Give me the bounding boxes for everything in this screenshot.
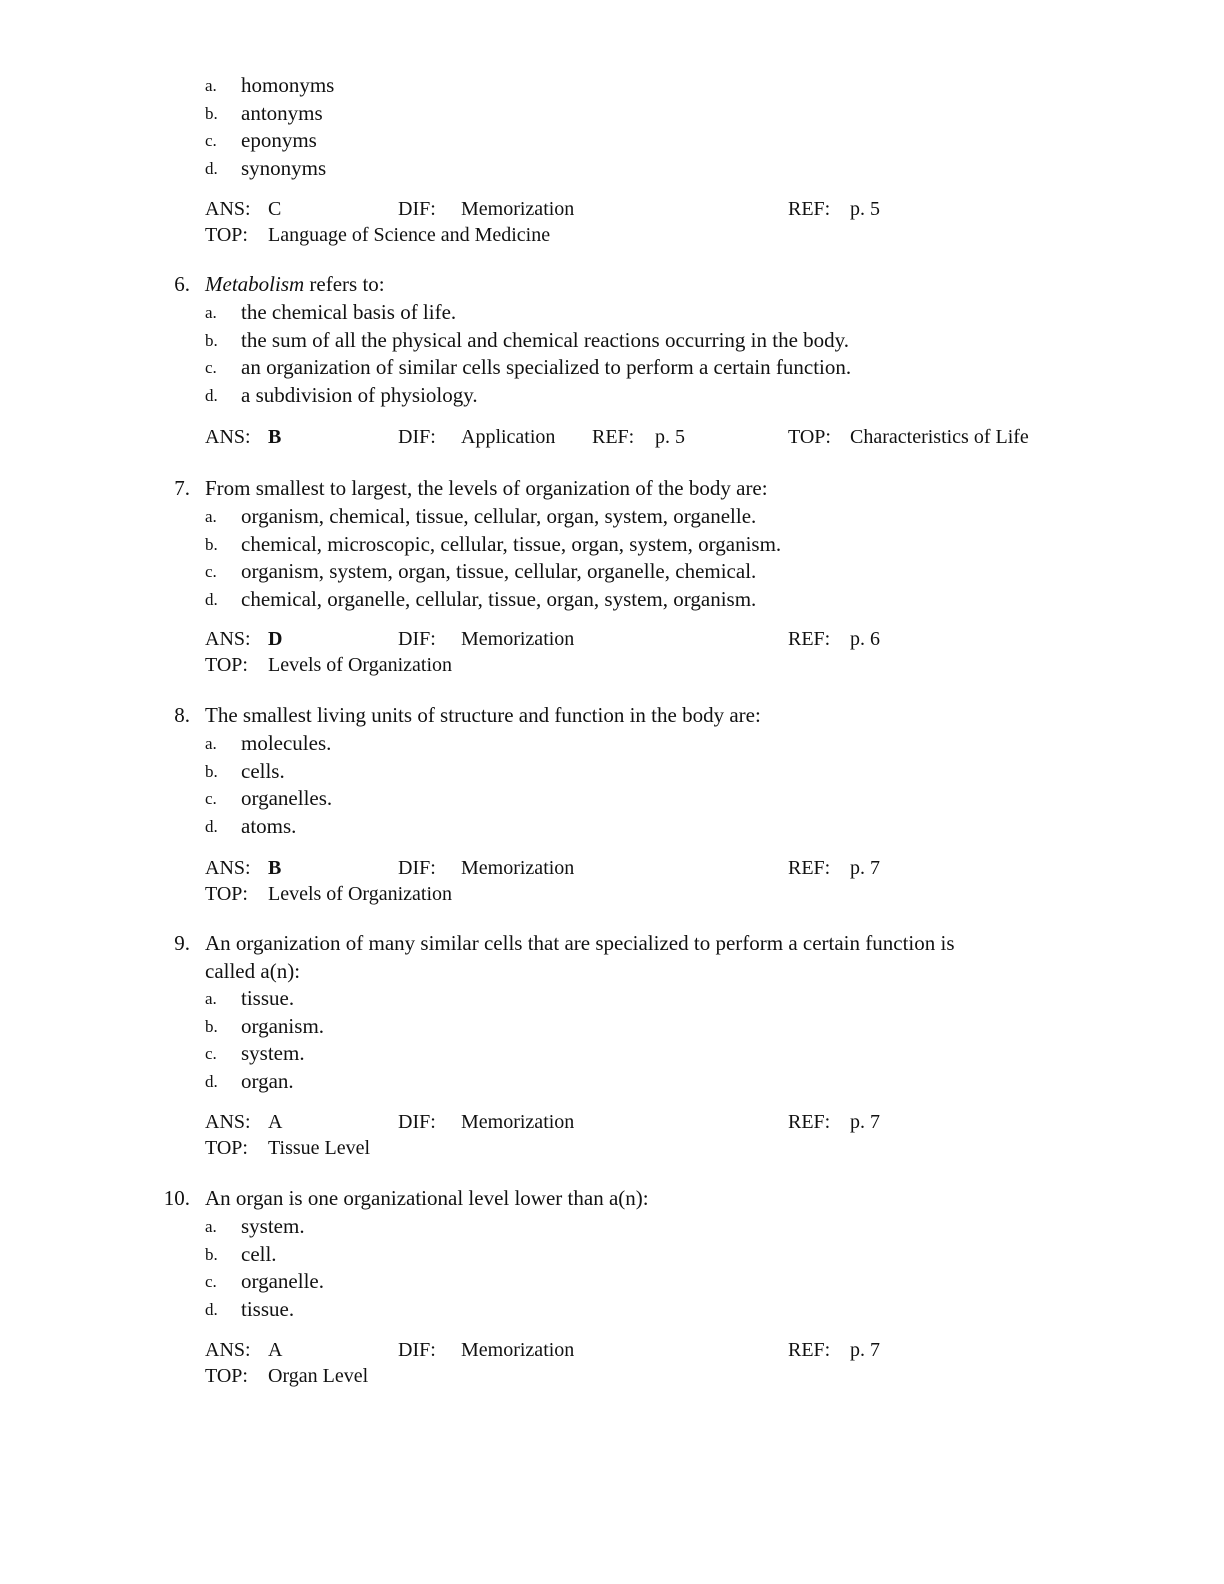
q8-answer-meta (0, 855, 1224, 907)
q8-option-c (0, 785, 1224, 813)
dif-label: DIF: (398, 628, 436, 650)
q6-options (0, 299, 1224, 409)
ref-value: p. 5 (655, 426, 685, 448)
ans-label: ANS: (205, 198, 251, 220)
option-text: organ. (241, 1068, 294, 1093)
q6-option-a (0, 299, 1224, 327)
ref-label: REF: (592, 426, 635, 448)
ans-value: D (268, 628, 283, 650)
q9-option-a (0, 985, 1224, 1013)
dif-label: DIF: (398, 426, 436, 448)
q7-option-b (0, 531, 1224, 559)
q7-option-c (0, 558, 1224, 586)
ref-label: REF: (788, 857, 831, 879)
dif-value: Memorization (461, 1111, 575, 1133)
option-letter: c. (205, 1044, 217, 1063)
ans-label: ANS: (205, 1339, 251, 1361)
top-label: TOP: (205, 1365, 248, 1387)
q9-option-c (0, 1040, 1224, 1068)
top-label: TOP: (205, 224, 248, 246)
q5-option-a (0, 72, 1224, 100)
q7-answer-meta (0, 626, 1224, 678)
ans-value: B (268, 426, 282, 448)
ref-label: REF: (788, 628, 831, 650)
option-letter: a. (205, 734, 217, 753)
ref-value: p. 6 (850, 628, 880, 650)
option-text: eponyms (241, 128, 317, 152)
q10-option-a (0, 1213, 1224, 1241)
option-letter: b. (205, 330, 218, 350)
option-text: synonyms (241, 155, 327, 180)
top-value: Levels of Organization (268, 654, 453, 676)
q10-option-c (0, 1268, 1224, 1296)
stem-italic-term: Metabolism (205, 272, 305, 296)
top-value: Tissue Level (268, 1137, 371, 1159)
question-stem: From smallest to largest, the levels of organization of the body are: (205, 476, 768, 500)
ref-value: p. 5 (850, 198, 880, 220)
top-value: Organ Level (268, 1365, 369, 1387)
option-letter: d. (205, 589, 218, 609)
dif-label: DIF: (398, 198, 436, 220)
ref-label: REF: (788, 1111, 831, 1133)
question-number: 7. (174, 476, 190, 500)
top-label: TOP: (205, 1137, 248, 1159)
option-letter: c. (205, 1272, 217, 1291)
option-text: organism. (241, 1013, 325, 1038)
ref-value: p. 7 (850, 1111, 880, 1133)
q9-option-d (0, 1068, 1224, 1096)
q7-option-d (0, 586, 1224, 614)
stem-text: refers to: (304, 272, 385, 296)
q10-option-b (0, 1241, 1224, 1269)
option-letter: c. (205, 562, 217, 581)
top-label: TOP: (205, 654, 248, 676)
dif-label: DIF: (398, 1111, 436, 1133)
q7-options (0, 503, 1224, 613)
dif-value: Memorization (461, 857, 575, 879)
ans-value: A (268, 1339, 283, 1361)
top-value: Characteristics of Life (850, 426, 1029, 448)
ans-label: ANS: (205, 628, 251, 650)
option-text: organelles. (241, 786, 333, 810)
top-value: Levels of Organization (268, 883, 453, 905)
option-letter: d. (205, 1299, 218, 1319)
option-text: tissue. (241, 986, 295, 1010)
option-letter: a. (205, 989, 217, 1008)
option-text: molecules. (241, 731, 332, 755)
option-text: the sum of all the physical and chemical reactions occurring in the body. (241, 327, 850, 352)
option-text: organism, chemical, tissue, cellular, organ, system, organelle. (241, 504, 757, 528)
ans-label: ANS: (205, 857, 251, 879)
q10-options (0, 1213, 1224, 1323)
option-letter: a. (205, 1217, 217, 1236)
option-text: system. (241, 1041, 305, 1065)
top-label: TOP: (205, 883, 248, 905)
option-letter: a. (205, 303, 217, 322)
option-text: homonyms (241, 73, 335, 97)
question-number: 10. (163, 1186, 190, 1210)
option-text: system. (241, 1214, 305, 1238)
option-letter: d. (205, 1071, 218, 1091)
question-stem (205, 271, 1065, 299)
option-letter: c. (205, 789, 217, 808)
option-letter: d. (205, 158, 218, 178)
ans-label: ANS: (205, 426, 251, 448)
ref-value: p. 7 (850, 1339, 880, 1361)
option-letter: b. (205, 1016, 218, 1036)
option-text: organism, system, organ, tissue, cellular, organelle, chemical. (241, 559, 757, 583)
question-stem: An organ is one organizational level lower than a(n): (205, 1186, 649, 1210)
ref-value: p. 7 (850, 857, 880, 879)
dif-value: Memorization (461, 198, 575, 220)
option-text: chemical, microscopic, cellular, tissue, organ, system, organism. (241, 531, 782, 556)
top-label: TOP: (788, 426, 831, 448)
q5-option-c (0, 127, 1224, 155)
option-letter: a. (205, 507, 217, 526)
option-letter: c. (205, 358, 217, 377)
stem-line: An organization of many similar cells that are specialized to perform a certain function is (205, 931, 955, 955)
option-text: cells. (241, 758, 285, 783)
dif-value: Memorization (461, 1339, 575, 1361)
option-text: atoms. (241, 813, 297, 838)
q8-option-a (0, 730, 1224, 758)
q6-option-c (0, 354, 1224, 382)
question-number: 6. (174, 272, 190, 296)
q6-option-b (0, 327, 1224, 355)
top-value: Language of Science and Medicine (268, 224, 551, 246)
q5-option-d (0, 155, 1224, 183)
q9-answer-meta (0, 1109, 1224, 1161)
dif-label: DIF: (398, 857, 436, 879)
option-letter: d. (205, 385, 218, 405)
option-text: organelle. (241, 1269, 324, 1293)
question-stem: The smallest living units of structure and function in the body are: (205, 703, 761, 727)
q8-option-b (0, 758, 1224, 786)
option-letter: d. (205, 816, 218, 836)
q10-option-d (0, 1296, 1224, 1324)
question-number: 9. (174, 931, 190, 955)
option-letter: b. (205, 761, 218, 781)
q6-answer-meta (0, 424, 1224, 450)
ref-label: REF: (788, 1339, 831, 1361)
option-letter: b. (205, 103, 218, 123)
option-text: tissue. (241, 1296, 295, 1321)
q6-option-d (0, 382, 1224, 410)
option-text: an organization of similar cells specialized to perform a certain function. (241, 355, 852, 379)
option-text: chemical, organelle, cellular, tissue, organ, system, organism. (241, 586, 757, 611)
q5-options (0, 72, 1224, 182)
option-letter: b. (205, 1244, 218, 1264)
option-letter: b. (205, 534, 218, 554)
q7-option-a (0, 503, 1224, 531)
dif-value: Memorization (461, 628, 575, 650)
question-stem (205, 930, 1065, 985)
q8-options (0, 730, 1224, 840)
ans-value: A (268, 1111, 283, 1133)
q8-option-d (0, 813, 1224, 841)
stem-line: called a(n): (205, 958, 301, 983)
option-text: a subdivision of physiology. (241, 382, 478, 407)
ref-label: REF: (788, 198, 831, 220)
q5-answer-meta (0, 196, 1224, 248)
q9-options (0, 985, 1224, 1095)
option-letter: a. (205, 76, 217, 95)
ans-value: C (268, 198, 282, 220)
q10-answer-meta (0, 1337, 1224, 1389)
option-text: antonyms (241, 100, 323, 125)
ans-label: ANS: (205, 1111, 251, 1133)
option-text: cell. (241, 1241, 277, 1266)
q9-option-b (0, 1013, 1224, 1041)
question-number: 8. (174, 703, 190, 727)
q5-option-b (0, 100, 1224, 128)
dif-label: DIF: (398, 1339, 436, 1361)
option-letter: c. (205, 131, 217, 150)
dif-value: Application (461, 426, 556, 448)
option-text: the chemical basis of life. (241, 300, 457, 324)
ans-value: B (268, 857, 282, 879)
